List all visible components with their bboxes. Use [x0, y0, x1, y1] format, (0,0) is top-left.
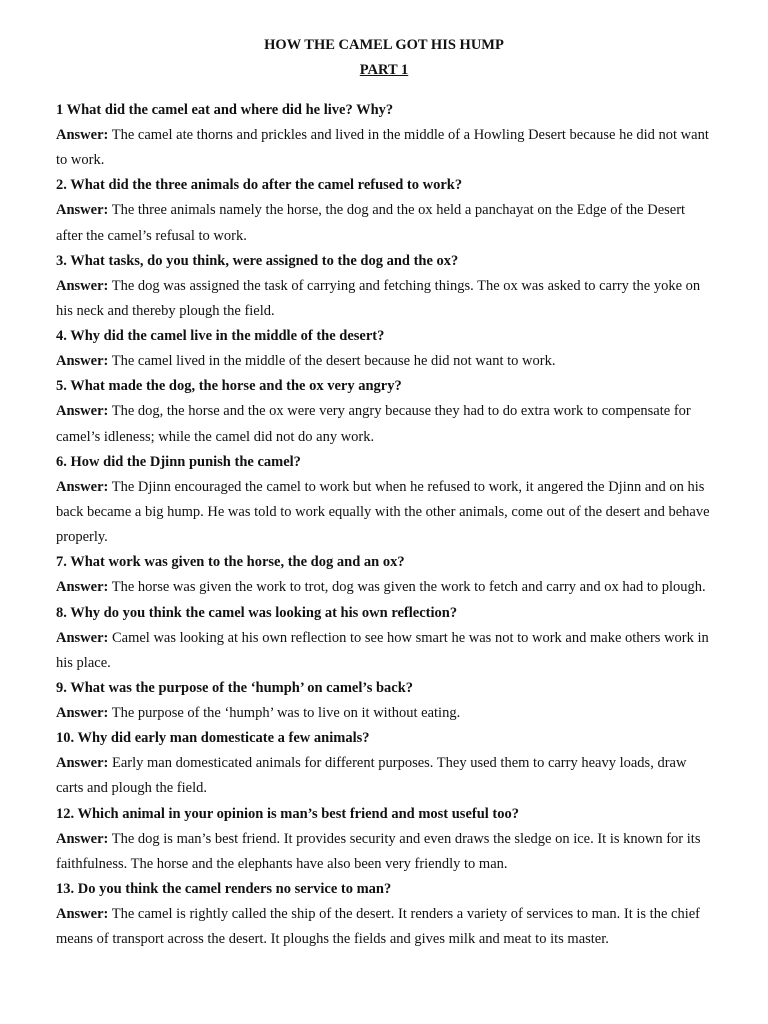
- answer-text: The purpose of the ‘humph’ was to live on it without eating.: [111, 705, 461, 722]
- question: 5. What made the dog, the horse and the ox very angry?: [56, 378, 402, 395]
- question: 10. Why did early man domesticate a few animals?: [56, 730, 370, 747]
- question: 12. Which animal in your opinion is man’s best friend and most useful too?: [56, 805, 520, 822]
- answer-label: Answer:: [56, 353, 109, 370]
- answer-label: Answer:: [56, 478, 109, 495]
- question: 6. How did the Djinn punish the camel?: [56, 453, 301, 470]
- answer-text: Early man domesticated animals for different purposes. They used them to carry heavy loads, draw carts and plough the field.: [56, 755, 687, 797]
- qa-item: [56, 877, 712, 952]
- question: 1 What did the camel eat and where did he live? Why?: [56, 102, 394, 118]
- part-heading-text: PART 1: [359, 62, 409, 78]
- question: 7. What work was given to the horse, the dog and an ox?: [56, 554, 405, 571]
- answer: [56, 475, 712, 551]
- part-heading: [56, 61, 712, 79]
- answer: [56, 198, 712, 248]
- answer: [56, 751, 712, 801]
- answer-label: Answer:: [56, 403, 109, 420]
- question: 9. What was the purpose of the ‘humph’ on camel’s back?: [56, 680, 414, 697]
- answer-label: Answer:: [56, 277, 109, 294]
- qa-item: [56, 98, 712, 173]
- answer: [56, 575, 712, 600]
- answer-text: The horse was given the work to trot, dog was given the work to fetch and carry and ox had to plough.: [111, 579, 706, 596]
- page-title: HOW THE CAMEL GOT HIS HUMP: [264, 37, 504, 53]
- qa-list: [56, 98, 712, 952]
- qa-item: [56, 249, 712, 324]
- answer-label: Answer:: [56, 830, 109, 847]
- answer-label: Answer:: [56, 579, 109, 596]
- answer: [56, 902, 712, 952]
- answer-text: The camel lived in the middle of the desert because he did not want to work.: [111, 353, 556, 370]
- question: 2. What did the three animals do after the camel refused to work?: [56, 177, 463, 194]
- question: 4. Why did the camel live in the middle of the desert?: [56, 328, 385, 345]
- qa-item: [56, 324, 712, 374]
- answer-text: The dog was assigned the task of carrying and fetching things. The ox was asked to carry the yoke on his neck and thereby plough the field.: [56, 277, 701, 320]
- answer: [56, 827, 712, 877]
- qa-item: [56, 550, 712, 600]
- question: 3. What tasks, do you think, were assigned to the dog and the ox?: [56, 252, 459, 269]
- answer: [56, 349, 712, 374]
- answer-label: Answer:: [56, 755, 109, 772]
- answer: [56, 123, 712, 173]
- answer-text: The three animals namely the horse, the dog and the ox held a panchayat on the Edge of the Desert after the camel’s refusal to work.: [56, 202, 686, 244]
- answer: [56, 626, 712, 676]
- answer-text: The camel is rightly called the ship of the desert. It renders a variety of services to man. It is the chief means of transport across the desert. It ploughs the fields and gives milk and meat to its master.: [56, 906, 700, 948]
- qa-item: [56, 601, 712, 676]
- qa-item: [56, 726, 712, 801]
- answer-text: The dog is man’s best friend. It provides security and even draws the sledge on ice. It is known for its faithfulness. The horse and the elephants have also been very friendly to man.: [56, 830, 701, 872]
- answer-text: The camel ate thorns and prickles and lived in the middle of a Howling Desert because he did not want to work.: [56, 127, 709, 169]
- qa-item: [56, 802, 712, 877]
- question: 8. Why do you think the camel was looking at his own reflection?: [56, 604, 458, 621]
- answer: [56, 274, 712, 324]
- answer-text: The Djinn encouraged the camel to work but when he refused to work, it angered the Djinn and on his back became a big hump. He was told to work equally with the other animals, come out of the desert and behave properly.: [56, 478, 710, 546]
- qa-item: [56, 173, 712, 248]
- qa-item: [56, 676, 712, 726]
- answer-label: Answer:: [56, 202, 109, 219]
- qa-item: [56, 450, 712, 551]
- answer-label: Answer:: [56, 127, 109, 143]
- qa-item: [56, 374, 712, 449]
- answer-label: Answer:: [56, 906, 109, 923]
- answer-label: Answer:: [56, 629, 109, 646]
- answer: [56, 701, 712, 726]
- answer-label: Answer:: [56, 705, 109, 722]
- answer-text: The dog, the horse and the ox were very angry because they had to do extra work to compensate for camel’s idleness; while the camel did not do any work.: [56, 403, 691, 445]
- answer: [56, 399, 712, 449]
- question: 13. Do you think the camel renders no service to man?: [56, 881, 392, 898]
- answer-text: Camel was looking at his own reflection to see how smart he was not to work and make others work in his place.: [56, 629, 709, 671]
